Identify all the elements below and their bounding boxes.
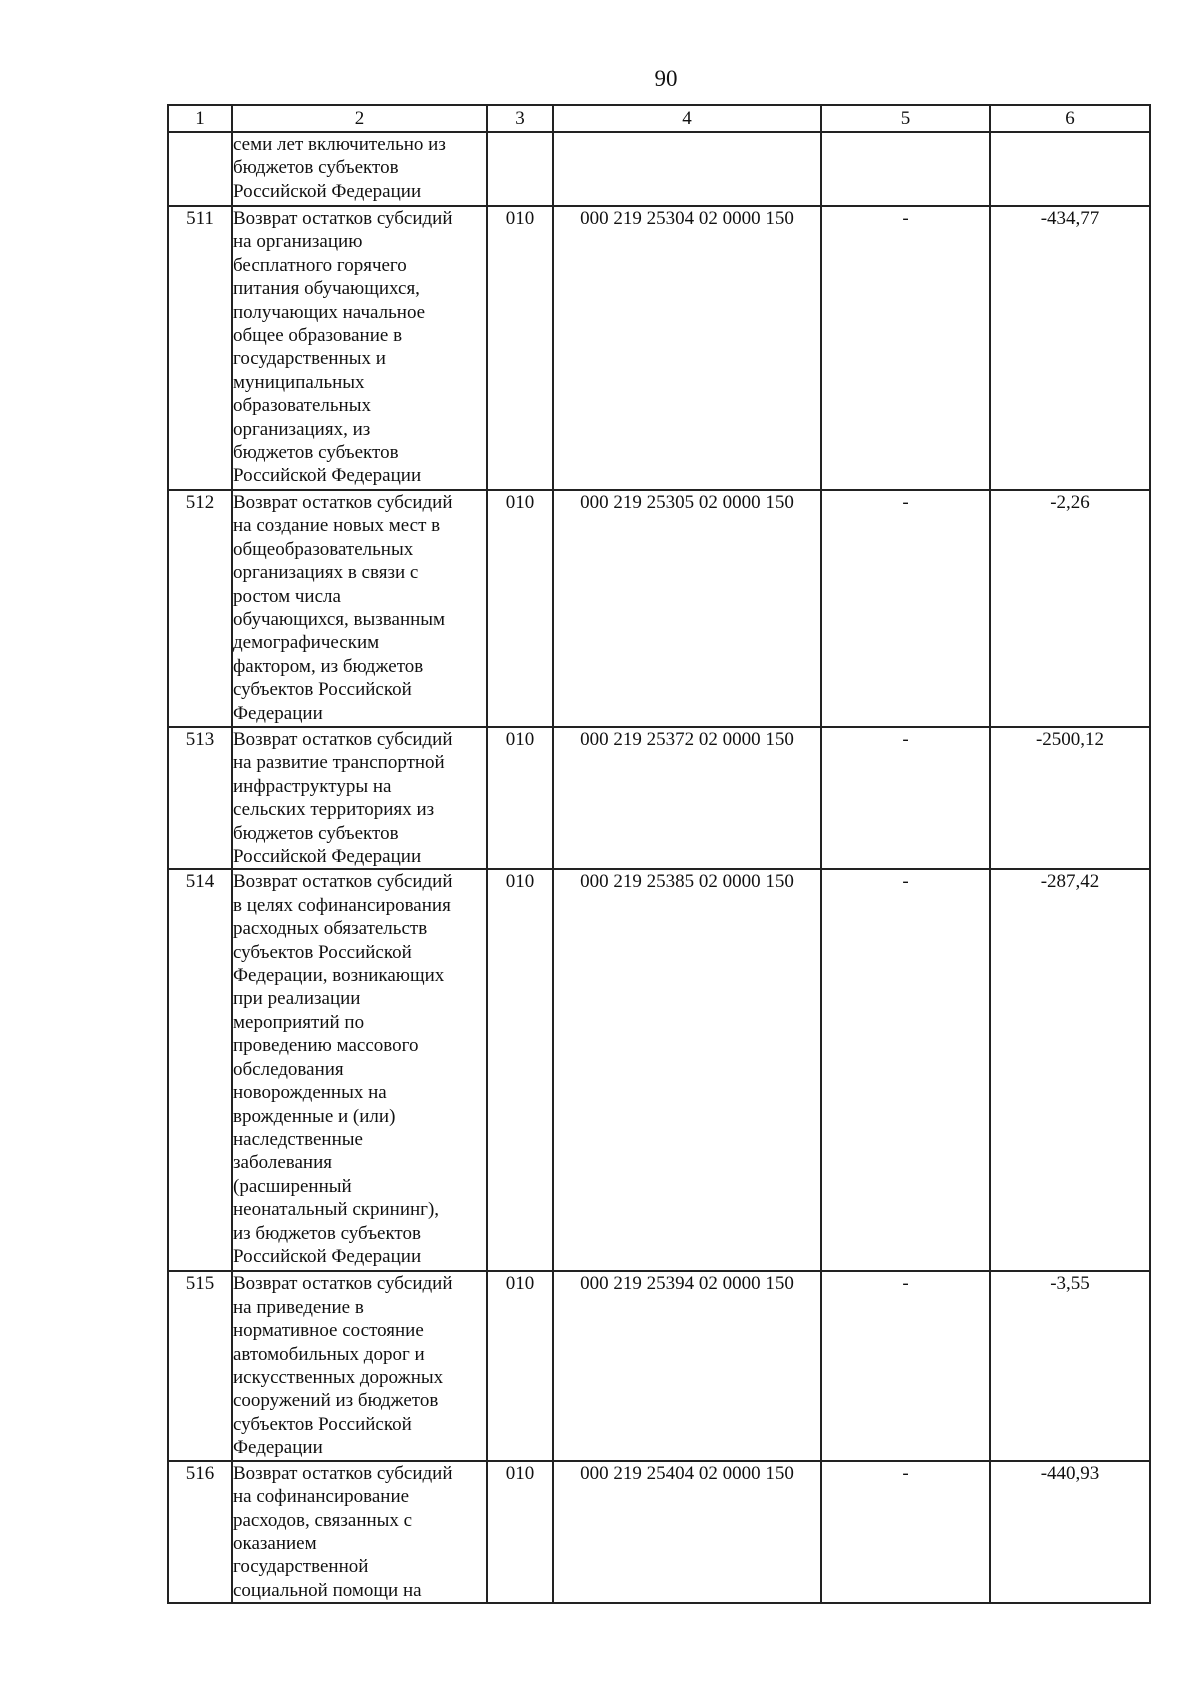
row-code-admin [487,132,553,206]
table-body [168,132,1150,1603]
header-col-2: 2 [232,105,487,132]
row-amount [990,132,1150,206]
header-col-5: 5 [821,105,990,132]
table-row [168,206,1150,490]
row-name: Возврат остатков субсидий на приведение в нормативное состояние автомобильных дорог и искусственных дорожных сооружений из бюджетов субъектов Российской Федерации [232,1271,487,1460]
row-amount: -3,55 [990,1271,1150,1460]
row-amount: -2,26 [990,490,1150,727]
row-code-bk: 000 219 25394 02 0000 150 [553,1271,821,1460]
header-col-1: 1 [168,105,232,132]
table-row [168,727,1150,869]
row-code-admin: 010 [487,206,553,490]
row-number: 513 [168,727,232,869]
row-col5: - [821,490,990,727]
row-name: Возврат остатков субсидий на софинансирование расходов, связанных с оказанием государственной социальной помощи на [232,1461,487,1603]
row-code-admin: 010 [487,1271,553,1460]
row-name: семи лет включительно из бюджетов субъектов Российской Федерации [232,132,487,206]
row-code-admin: 010 [487,490,553,727]
row-name: Возврат остатков субсидий на организацию бесплатного горячего питания обучающихся, получающих начальное общее образование в государственных и муниципальных образовательных организациях, из бюджетов субъектов Российской Федерации [232,206,487,490]
row-name: Возврат остатков субсидий в целях софинансирования расходных обязательств субъектов Российской Федерации, возникающих при реализации мероприятий по проведению массового обследования новорожденных на врожденные и (или) наследственные заболевания (расширенный неонатальный скрининг), из бюджетов субъектов Российской Федерации [232,869,487,1271]
page-number: 90 [654,66,678,91]
row-col5: - [821,1271,990,1460]
row-name: Возврат остатков субсидий на создание новых мест в общеобразовательных организациях в связи с ростом числа обучающихся, вызванным демографическим фактором, из бюджетов субъектов Российской Федерации [232,490,487,727]
table-header [168,105,1150,132]
row-number [168,132,232,206]
row-amount: -2500,12 [990,727,1150,869]
row-col5: - [821,1461,990,1603]
row-col5: - [821,206,990,490]
header-col-4: 4 [553,105,821,132]
row-amount: -434,77 [990,206,1150,490]
row-code-admin: 010 [487,1461,553,1603]
header-col-3: 3 [487,105,553,132]
header-row [168,105,1150,132]
table-row [168,1461,1150,1603]
row-col5 [821,132,990,206]
row-amount: -440,93 [990,1461,1150,1603]
header-col-6: 6 [990,105,1150,132]
row-name: Возврат остатков субсидий на развитие транспортной инфраструктуры на сельских территориях из бюджетов субъектов Российской Федерации [232,727,487,869]
table-row [168,869,1150,1271]
row-code-admin: 010 [487,727,553,869]
row-code-bk: 000 219 25385 02 0000 150 [553,869,821,1271]
row-number: 515 [168,1271,232,1460]
table-row [168,490,1150,727]
row-code-bk [553,132,821,206]
row-number: 514 [168,869,232,1271]
budget-table [167,104,1151,1604]
table-row [168,1271,1150,1460]
row-col5: - [821,869,990,1271]
row-number: 516 [168,1461,232,1603]
row-code-bk: 000 219 25304 02 0000 150 [553,206,821,490]
row-code-bk: 000 219 25305 02 0000 150 [553,490,821,727]
table-row-continuation [168,132,1150,206]
row-number: 512 [168,490,232,727]
row-number: 511 [168,206,232,490]
row-code-bk: 000 219 25404 02 0000 150 [553,1461,821,1603]
row-amount: -287,42 [990,869,1150,1271]
row-code-bk: 000 219 25372 02 0000 150 [553,727,821,869]
row-col5: - [821,727,990,869]
row-code-admin: 010 [487,869,553,1271]
